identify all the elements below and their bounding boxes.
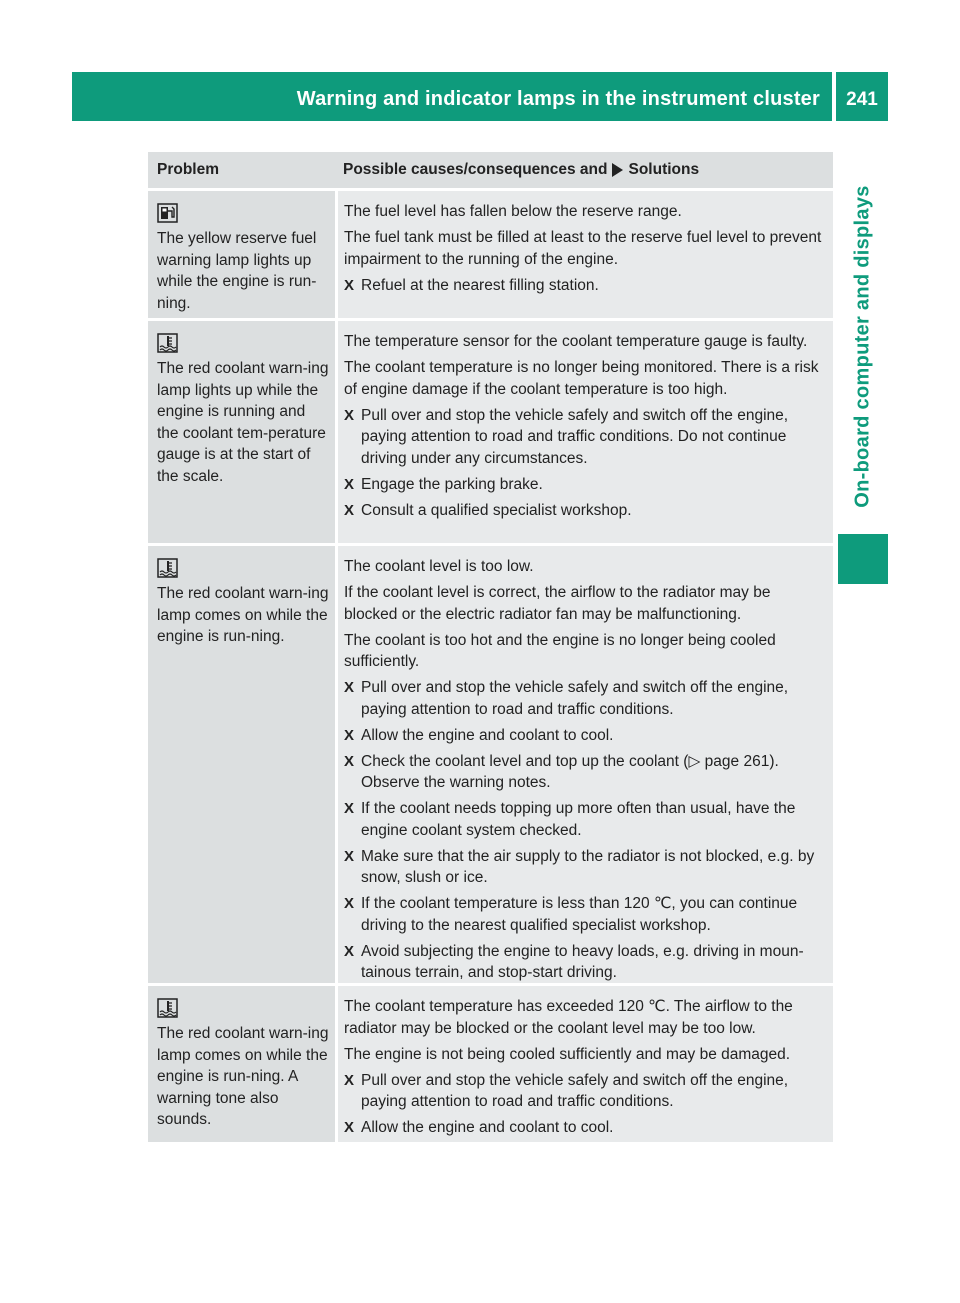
action-text: Consult a qualified specialist workshop. (361, 501, 632, 519)
action-marker-icon: X (344, 406, 355, 424)
action-marker-icon: X (344, 800, 355, 817)
action-marker-icon: X (344, 475, 355, 493)
page-number: 241 (836, 72, 888, 121)
problem-cell (148, 986, 335, 1142)
cause-paragraph: The engine is not being cooled sufficiently and may be damaged. (344, 1045, 791, 1063)
column-header-causes (335, 161, 833, 179)
action-marker-icon: X (344, 847, 355, 865)
action-step (344, 798, 827, 841)
table-header (148, 152, 833, 188)
action-text: Make sure that the air supply to the radiator is not blocked, e.g. by snow, slush or ice. (361, 847, 815, 886)
action-marker-icon: X (344, 726, 355, 744)
action-step (344, 474, 827, 496)
action-step (344, 893, 827, 936)
action-step (344, 275, 827, 297)
cause-paragraph: The coolant temperature has exceeded 120 ℃. The airflow to the radiator may be blocked or the coolant level may be too low. (344, 998, 793, 1037)
problem-cell (148, 321, 335, 543)
action-step (344, 725, 827, 747)
problem-text: The red coolant warn-ing lamp comes on while the engine is run-ning. A warning tone also sounds. (157, 1025, 329, 1128)
fuel-pump-icon (157, 201, 329, 225)
cause-paragraph: The coolant is too hot and the engine is no longer being cooled sufficiently. (344, 631, 776, 670)
solution-cell (338, 191, 833, 318)
action-step (344, 846, 827, 889)
solution-cell (338, 321, 833, 543)
action-text: If the coolant needs topping up more often than usual, have the engine coolant system checked. (361, 800, 796, 839)
cause-paragraph: The temperature sensor for the coolant temperature gauge is faulty. (344, 333, 808, 350)
action-text: Pull over and stop the vehicle safely and switch off the engine, paying attention to road and traffic conditions. (361, 679, 789, 718)
cause-paragraph: If the coolant level is correct, the airflow to the radiator may be blocked or the electric radiator fan may be malfunctioning. (344, 584, 771, 623)
cause-paragraph: The coolant level is too low. (344, 558, 534, 575)
chapter-title: On-board computer and displays (851, 184, 874, 508)
cause-paragraph: The fuel tank must be filled at least to the reserve fuel level to prevent impairment to the running of the engine. (344, 229, 822, 268)
action-marker-icon: X (344, 276, 355, 294)
action-text[interactable]: Check the coolant level and top up the coolant (▷ page 261). Observe the warning notes. (361, 752, 779, 791)
action-text: Pull over and stop the vehicle safely and switch off the engine, paying attention to road and traffic conditions. Do not continue driving under any circumstances. (361, 406, 789, 467)
action-marker-icon: X (344, 895, 355, 912)
chapter-tab-marker (838, 534, 888, 584)
coolant-temperature-icon (157, 556, 329, 580)
action-text: Avoid subjecting the engine to heavy loads, e.g. driving in moun-tainous terrain, and stop-start driving. (361, 942, 804, 981)
cause-paragraph: The coolant temperature is no longer being monitored. There is a risk of engine damage if the coolant temperature is too high. (344, 359, 819, 398)
table-row (148, 983, 833, 1142)
action-text: Allow the engine and coolant to cool. (361, 1119, 614, 1136)
solution-cell (338, 546, 833, 983)
action-step (344, 751, 827, 794)
problem-cell (148, 546, 335, 983)
page-header (72, 72, 888, 121)
problem-text: The red coolant warn-ing lamp lights up while the engine is running and the coolant tem-perature gauge is at the start of the scale. (157, 360, 329, 485)
problem-text: The red coolant warn-ing lamp comes on while the engine is run-ning. (157, 585, 329, 645)
action-marker-icon: X (344, 942, 355, 960)
action-step (344, 500, 827, 522)
problem-cell (148, 191, 335, 318)
action-step (344, 941, 827, 984)
coolant-temperature-icon (157, 996, 329, 1020)
table-row (148, 543, 833, 983)
warning-lamp-table (148, 152, 833, 1142)
action-step (344, 1117, 827, 1139)
action-arrow-icon (612, 163, 623, 177)
action-marker-icon: X (344, 679, 355, 696)
table-row (148, 188, 833, 318)
section-title: Warning and indicator lamps in the instrument cluster (72, 72, 832, 121)
chapter-side-label (838, 158, 888, 534)
solution-cell (338, 986, 833, 1142)
cause-paragraph: The fuel level has fallen below the reserve range. (344, 203, 682, 220)
table-row (148, 318, 833, 543)
coolant-temperature-icon (157, 331, 329, 355)
action-text: If the coolant temperature is less than 120 ℃, you can continue driving to the nearest qualified specialist workshop. (361, 895, 798, 934)
action-marker-icon: X (344, 1119, 355, 1136)
action-marker-icon: X (344, 752, 355, 770)
action-marker-icon: X (344, 501, 355, 519)
column-header-solutions-label: Solutions (628, 161, 700, 178)
action-text: Pull over and stop the vehicle safely and switch off the engine, paying attention to road and traffic conditions. (361, 1071, 789, 1110)
column-header-causes-label: Possible causes/consequences and (343, 161, 608, 178)
action-text: Engage the parking brake. (361, 475, 543, 493)
action-text: Allow the engine and coolant to cool. (361, 726, 614, 744)
action-marker-icon: X (344, 1071, 355, 1089)
action-step (344, 1070, 827, 1113)
problem-text: The yellow reserve fuel warning lamp lights up while the engine is run-ning. (157, 230, 317, 312)
column-header-problem: Problem (157, 161, 220, 178)
action-text: Refuel at the nearest filling station. (361, 276, 599, 294)
action-step (344, 677, 827, 720)
action-step (344, 405, 827, 470)
